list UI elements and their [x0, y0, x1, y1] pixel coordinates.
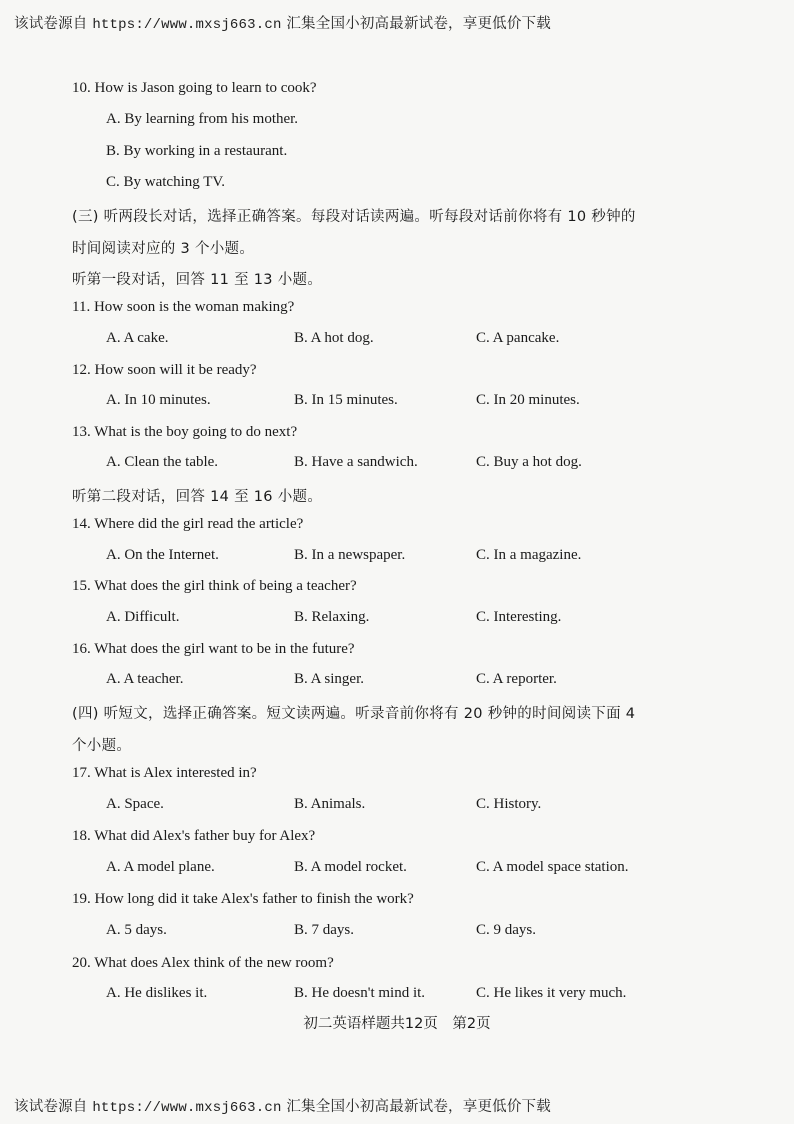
source-banner-bottom [14, 1095, 551, 1116]
option-16a: A. A teacher. [106, 671, 184, 687]
option-11a: A. A cake. [106, 330, 169, 346]
question-14: 14. Where did the girl read the article? [72, 516, 304, 532]
question-17: 17. What is Alex interested in? [72, 765, 257, 781]
option-14a: A. On the Internet. [106, 547, 219, 563]
options-19 [106, 922, 666, 942]
options-17 [106, 796, 666, 816]
option-10c: C. By watching TV. [106, 174, 226, 190]
options-12 [106, 392, 666, 412]
question-19: 19. How long did it take Alex's father to finish the work? [72, 891, 414, 907]
option-14c: C. In a magazine. [476, 547, 582, 563]
option-12a: A. In 10 minutes. [106, 392, 211, 408]
option-13a: A. Clean the table. [106, 454, 219, 470]
option-13b: B. Have a sandwich. [294, 454, 418, 470]
option-15c: C. Interesting. [476, 609, 562, 625]
banner-url[interactable]: https://www.mxsj663.cn [92, 1100, 282, 1116]
option-15b: B. Relaxing. [294, 609, 370, 625]
question-18: 18. What did Alex's father buy for Alex? [72, 828, 316, 844]
options-11 [106, 330, 666, 350]
option-20c: C. He likes it very much. [476, 985, 627, 1001]
question-13: 13. What is the boy going to do next? [72, 424, 298, 440]
question-10: 10. How is Jason going to learn to cook? [72, 80, 317, 96]
option-13c: C. Buy a hot dog. [476, 454, 582, 470]
option-16c: C. A reporter. [476, 671, 557, 687]
option-17c: C. History. [476, 796, 542, 812]
dialog1-intro: 听第一段对话，回答 11 至 13 小题。 [72, 272, 323, 288]
banner-suffix: 汇集全国小初高最新试卷，享更低价下载 [286, 1099, 551, 1115]
option-20a: A. He dislikes it. [106, 985, 208, 1001]
option-10a: A. By learning from his mother. [106, 111, 299, 127]
options-18 [106, 859, 666, 879]
question-12: 12. How soon will it be ready? [72, 362, 257, 378]
banner-url[interactable]: https://www.mxsj663.cn [92, 17, 282, 33]
question-11: 11. How soon is the woman making? [72, 299, 295, 315]
option-11c: C. A pancake. [476, 330, 560, 346]
options-13 [106, 454, 666, 474]
dialog2-intro: 听第二段对话，回答 14 至 16 小题。 [72, 489, 323, 505]
options-20 [106, 985, 666, 1005]
section3-instruction-line1: (三) 听两段长对话，选择正确答案。每段对话读两遍。听每段对话前你将有 10 秒钟的 [72, 209, 636, 225]
source-banner-top [14, 12, 551, 33]
option-12b: B. In 15 minutes. [294, 392, 398, 408]
option-18b: B. A model rocket. [294, 859, 407, 875]
options-15 [106, 609, 666, 629]
option-11b: B. A hot dog. [294, 330, 374, 346]
question-20: 20. What does Alex think of the new room? [72, 955, 334, 971]
banner-prefix: 该试卷源自 [14, 1099, 88, 1115]
option-16b: B. A singer. [294, 671, 365, 687]
section4-instruction-line1: (四) 听短文，选择正确答案。短文读两遍。听录音前你将有 20 秒钟的时间阅读下面 4 [72, 706, 636, 722]
option-19c: C. 9 days. [476, 922, 536, 938]
option-18c: C. A model space station. [476, 859, 629, 875]
option-19b: B. 7 days. [294, 922, 354, 938]
option-14b: B. In a newspaper. [294, 547, 406, 563]
option-18a: A. A model plane. [106, 859, 215, 875]
option-10b: B. By working in a restaurant. [106, 143, 288, 159]
option-19a: A. 5 days. [106, 922, 167, 938]
option-12c: C. In 20 minutes. [476, 392, 580, 408]
options-14 [106, 547, 666, 567]
option-15a: A. Difficult. [106, 609, 180, 625]
options-16 [106, 671, 666, 691]
option-17b: B. Animals. [294, 796, 366, 812]
question-16: 16. What does the girl want to be in the future? [72, 641, 355, 657]
option-17a: A. Space. [106, 796, 164, 812]
banner-suffix: 汇集全国小初高最新试卷，享更低价下载 [286, 16, 551, 32]
banner-prefix: 该试卷源自 [14, 16, 88, 32]
section4-instruction-line2: 个小题。 [72, 738, 132, 754]
page-footer: 初二英语样题共12页 第2页 [303, 1016, 491, 1032]
section3-instruction-line2: 时间阅读对应的 3 个小题。 [72, 241, 255, 257]
option-20b: B. He doesn't mind it. [294, 985, 426, 1001]
question-15: 15. What does the girl think of being a teacher? [72, 578, 357, 594]
